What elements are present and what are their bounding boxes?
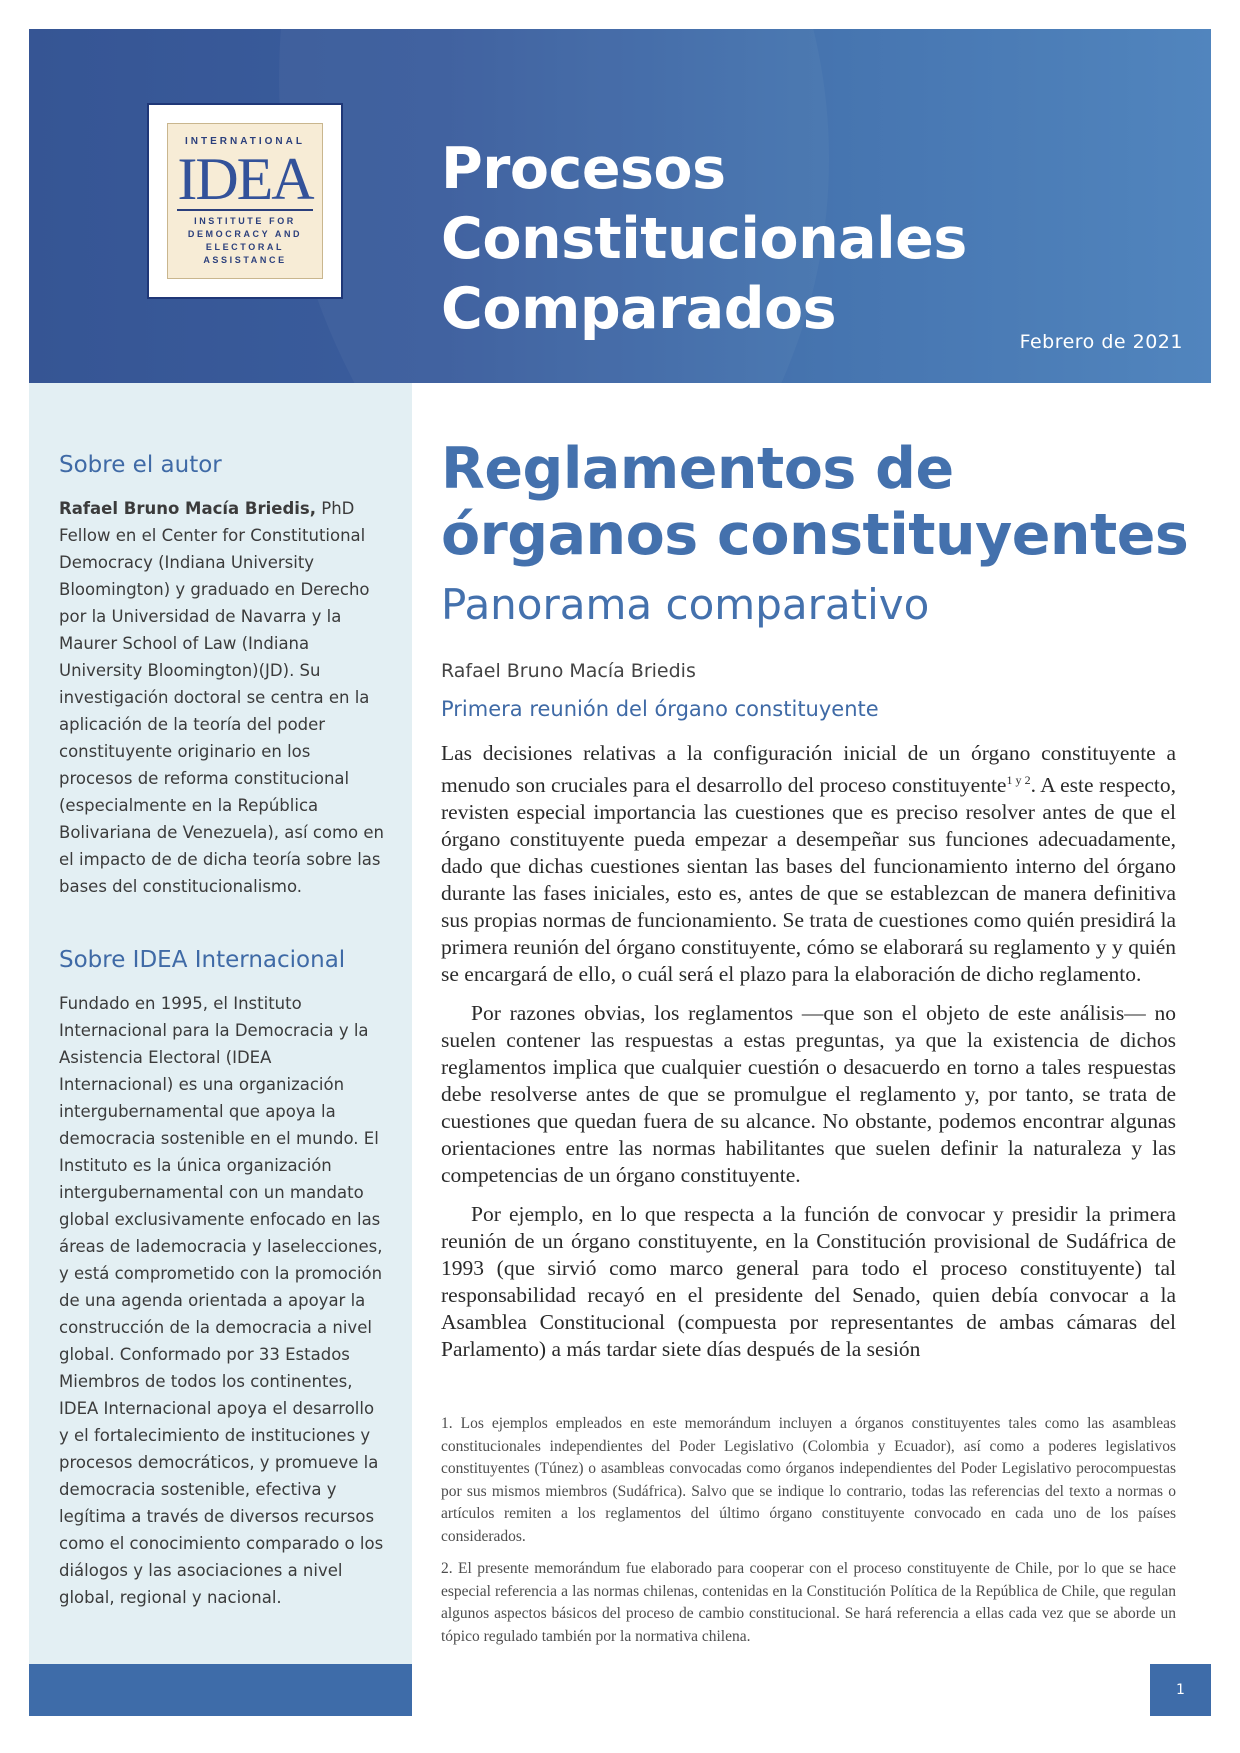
logo-sub-line: INSTITUTE FOR	[194, 215, 296, 226]
page-number: 1	[1150, 1664, 1211, 1716]
author-bio	[59, 495, 389, 900]
sidebar-footer-bar	[29, 1664, 412, 1716]
idea-heading: Sobre IDEA Internacional	[59, 947, 346, 973]
idea-logo	[147, 103, 343, 299]
author-heading: Sobre el autor	[59, 452, 222, 478]
page-subtitle: Panorama comparativo	[441, 580, 930, 629]
publication-date: Febrero de 2021	[1019, 331, 1183, 353]
header-banner	[29, 29, 1211, 383]
logo-top-text: INTERNATIONAL	[185, 135, 305, 147]
page-title: Reglamentos de órganos constituyentes	[441, 436, 1189, 568]
author-bio-text: PhD Fellow en el Center for Constitutional Democracy (Indiana University Bloomington) y graduado en Derecho por la Universidad de Navarra y la Maurer School of Law (Indiana University Bloomington)(JD). Su investigación doctoral se centra en la aplicación de la teoría del poder constituyente originario en los procesos de reforma constitucional (especialmente en la República Bolivariana de Venezuela), así como en el impacto de de dicha teoría sobre las bases del constitucionalismo.	[59, 499, 385, 896]
paragraph	[441, 740, 1176, 988]
logo-mark: IDEA	[177, 145, 313, 212]
paragraph-text: . A este respecto, revisten especial importancia las cuestiones que es preciso resolver antes de que el órgano constituyente pueda empezar a desempeñar sus funciones adecuadamente, dado que dichas cuestiones sientan las bases del funcionamiento interno del órgano durante las fases iniciales, esto es, antes de que se establezcan de manera definitiva sus propias normas de funcionamiento. Se trata de cuestiones como quién presidirá la primera reunión del órgano constituyente, cómo se elaborará su reglamento y y quién se encargará de ello, o cuál será el plazo para la elaboración de dicho reglamento.	[441, 773, 1176, 987]
author-line: Rafael Bruno Macía Briedis	[441, 660, 696, 682]
idea-logo-inner	[167, 123, 323, 279]
logo-sub-line: DEMOCRACY AND	[187, 228, 303, 239]
footnote-1: 1. Los ejemplos empleados en este memorándum incluyen a órganos constituyentes tales como las asambleas constitucionales independientes del Poder Legislativo (Colombia y Ecuador), así como a poderes legislativos constituyentes (Túnez) o asambleas convocadas como órganos independientes del Poder Legislativo perocompuestas por sus mismos miembros (Sudáfrica). Salvo que se indique lo contrario, todas las referencias del texto a normas o artículos remiten a los reglamentos del último órgano constituyente convocado en cada uno de los países considerados.	[441, 1415, 1176, 1545]
paragraph: Por razones obvias, los reglamentos —que son el objeto de este análisis— no suelen contener las respuestas a estas preguntas, ya que la existencia de dichos reglamentos implica que cualquier cuestión o desacuerdo en torno a tales respuestas debe resolverse antes de que se promulgue el reglamento y, por tanto, se trata de cuestiones que quedan fuera de su alcance. No obstante, podemos encontrar algunas orientaciones entre las normas habilitantes que suelen definir la naturaleza y las competencias de un órgano constituyente.	[441, 1001, 1176, 1188]
footnotes	[441, 1413, 1176, 1658]
author-name: Rafael Bruno Macía Briedis,	[59, 499, 317, 518]
paragraph-text: Las decisiones relativas a la configuración inicial de un órgano constituyente a menudo son cruciales para el desarrollo del proceso constituyente	[441, 741, 1176, 798]
logo-sub-line: ASSISTANCE	[203, 254, 287, 265]
series-title: Procesos Constitucionales Comparados	[441, 136, 967, 342]
logo-subtext	[188, 215, 302, 267]
idea-description: Fundado en 1995, el Instituto Internacional para la Democracia y la Asistencia Electoral (IDEA Internacional) es una organización intergubernamental que apoya la democracia sostenible en el mundo. El Instituto es la única organización intergubernamental con un mandato global exclusivamente enfocado en las áreas de lademocracia y laselecciones, y está comprometido con la promoción de una agenda orientada a apoyar la construcción de la democracia a nivel global. Conformado por 33 Estados Miembros de todos los continentes, IDEA Internacional apoya el desarrollo y el fortalecimiento de instituciones y procesos democráticos, y promueve la democracia sostenible, efectiva y legítima a través de diversos recursos como el conocimiento comparado o los diálogos y las asociaciones a nivel global, regional y nacional.	[59, 994, 384, 1607]
logo-sub-line: ELECTORAL	[205, 241, 285, 252]
section-heading: Primera reunión del órgano constituyente	[441, 697, 879, 721]
body-text	[441, 740, 1176, 1375]
paragraph: Por ejemplo, en lo que respecta a la función de convocar y presidir la primera reunión de un órgano constituyente, en la Constitución provisional de Sudáfrica de 1993 (que sirvió como marco general para todo el proceso constituyente) tal responsabilidad recayó en el presidente del Senado, quien debía convocar a la Asamblea Constitucional (compuesta por representantes de ambas cámaras del Parlamento) a más tardar siete días después de la sesión	[441, 1202, 1176, 1362]
footnote-ref: 1 y 2	[1006, 773, 1031, 787]
footnote-2: 2. El presente memorándum fue elaborado para cooperar con el proceso constituyente de Chile, por lo que se hace especial referencia a las normas chilenas, contenidas en la Constitución Política de la República de Chile, que regulan algunos aspectos básicos del proceso de cambio constitucional. Se hará referencia a ellas cada vez que se aborde un tópico regulado también por la normativa chilena.	[441, 1560, 1176, 1645]
